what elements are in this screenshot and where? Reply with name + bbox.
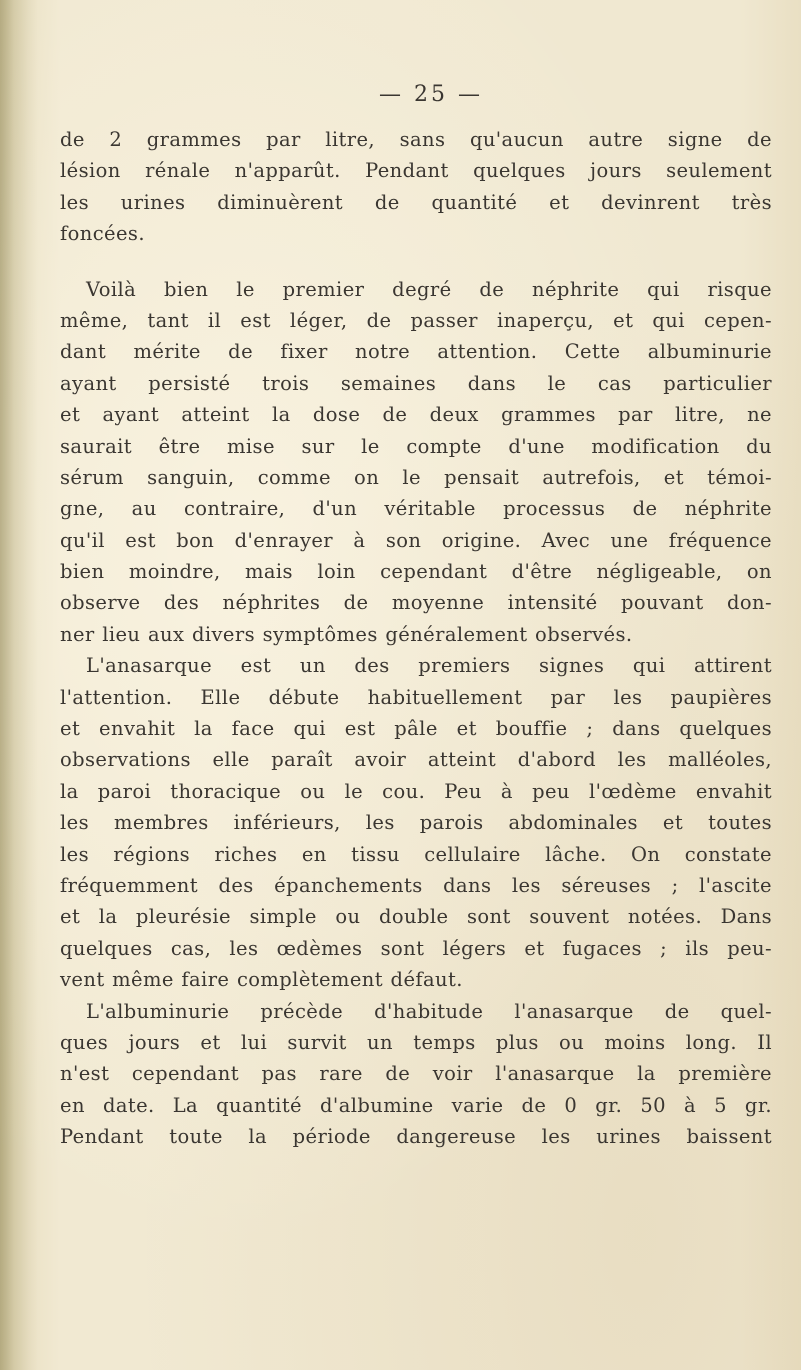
text-line: dant mérite de fixer notre attention. Cette albuminurie: [60, 340, 772, 364]
text-line: ayant persisté trois semaines dans le cas particulier: [60, 371, 772, 395]
text-line: L'albuminurie précède d'habitude l'anasarque de quel-: [86, 999, 772, 1023]
text-line: sérum sanguin, comme on le pensait autrefois, et témoi-: [60, 465, 772, 489]
text-line: et envahit la face qui est pâle et bouffie ; dans quelques: [60, 717, 772, 741]
text-line: de 2 grammes par litre, sans qu'aucun autre signe de: [60, 128, 772, 151]
text-line: ner lieu aux divers symptômes généralement observés.: [60, 622, 633, 646]
page-text: [60, 78, 772, 1153]
page-binding-shadow: [0, 0, 38, 1370]
text-line: lésion rénale n'apparût. Pendant quelques jours seulement: [60, 159, 772, 183]
text-line: gne, au contraire, d'un véritable processus de néphrite: [60, 497, 772, 521]
text-line: et la pleurésie simple ou double sont souvent notées. Dans: [60, 905, 772, 929]
text-line: observe des néphrites de moyenne intensité pouvant don-: [60, 591, 772, 615]
page-number: — 25 —: [379, 82, 483, 107]
paragraph-2: [60, 274, 772, 651]
text-line: en date. La quantité d'albumine varie de 0 gr. 50 à 5 gr.: [60, 1093, 772, 1117]
text-line: la paroi thoracique ou le cou. Peu à peu l'œdème envahit: [60, 779, 772, 803]
paragraph-4: [60, 996, 772, 1153]
text-line: les membres inférieurs, les parois abdominales et toutes: [60, 811, 772, 835]
text-line: et ayant atteint la dose de deux grammes par litre, ne: [60, 403, 772, 427]
paragraph-3: [60, 650, 772, 995]
text-line: ques jours et lui survit un temps plus ou moins long. Il: [60, 1030, 772, 1054]
text-line: saurait être mise sur le compte d'une modification du: [60, 434, 772, 458]
text-line: les régions riches en tissu cellulaire lâche. On constate: [60, 842, 772, 866]
text-line: Pendant toute la période dangereuse les urines baissent: [60, 1125, 772, 1149]
paragraph-gap: [60, 250, 772, 274]
text-line: quelques cas, les œdèmes sont légers et fugaces ; ils peu-: [60, 936, 772, 960]
text-line: vent même faire complètement défaut.: [60, 968, 463, 992]
text-line: L'anasarque est un des premiers signes qui attirent: [86, 654, 772, 678]
text-line: fréquemment des épanchements dans les séreuses ; l'ascite: [60, 873, 772, 897]
text-line: foncées.: [60, 222, 145, 246]
text-line: les urines diminuèrent de quantité et devinrent très: [60, 190, 772, 214]
text-line: l'attention. Elle débute habituellement par les paupières: [60, 685, 772, 709]
text-line: n'est cependant pas rare de voir l'anasarque la première: [60, 1062, 772, 1086]
text-line: bien moindre, mais loin cependant d'être négligeable, on: [60, 560, 772, 584]
text-line: Voilà bien le premier degré de néphrite qui risque: [86, 277, 772, 301]
text-line: qu'il est bon d'enrayer à son origine. Avec une fréquence: [60, 528, 772, 552]
paragraph-1: [60, 124, 772, 250]
text-line: même, tant il est léger, de passer inaperçu, et qui cepen-: [60, 308, 772, 332]
text-line: observations elle paraît avoir atteint d'abord les malléoles,: [60, 748, 772, 772]
